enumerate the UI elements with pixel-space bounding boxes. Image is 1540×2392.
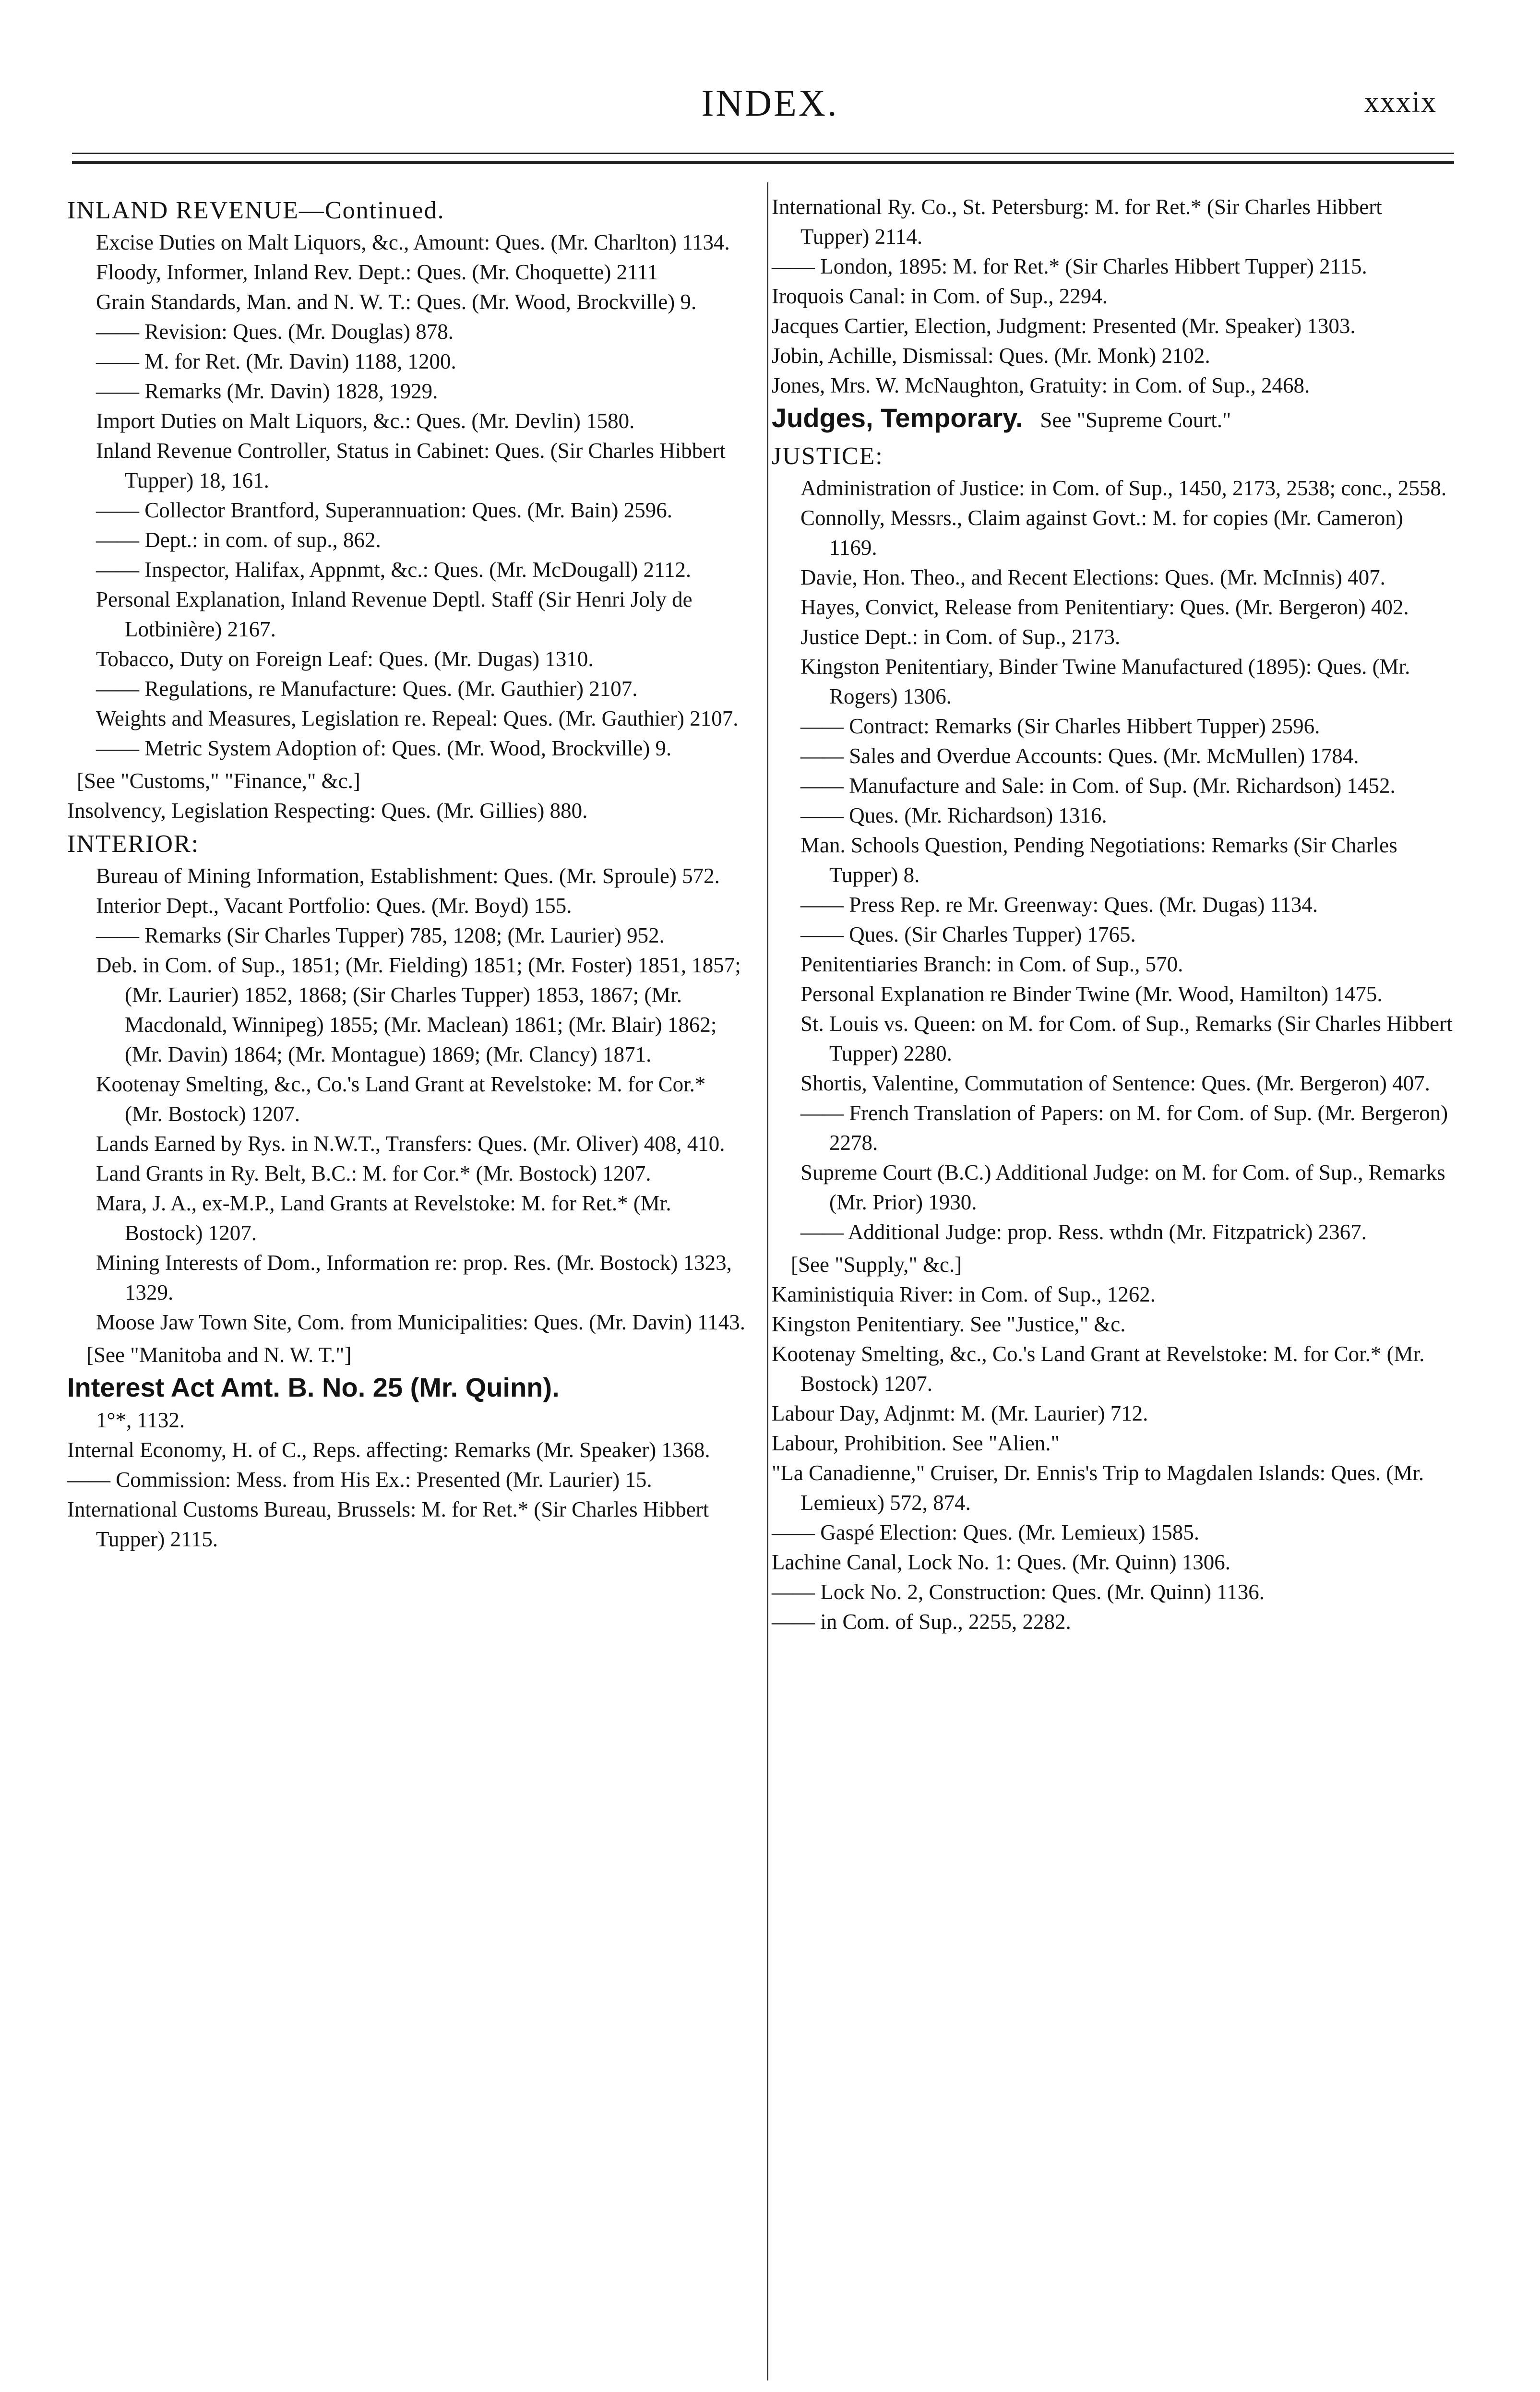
index-entry: —— M. for Ret. (Mr. Davin) 1188, 1200. [96,349,456,373]
page-number: xxxix [1364,86,1437,119]
bill-heading-interest-act: Interest Act Amt. B. No. 25 (Mr. Quinn). [67,1372,560,1402]
section-heading-interior: INTERIOR: [67,830,200,858]
see-also-reference: [See "Manitoba and N. W. T."] [86,1343,352,1367]
index-entry: —— Press Rep. re Mr. Greenway: Ques. (Mr. Dugas) 1134. [800,893,1318,917]
index-entry: Deb. in Com. of Sup., 1851; (Mr. Fielding) 1851; (Mr. Foster) 1851, 1857; (Mr. Laurier) 1852, 1868; (Sir Charles Tupper) 1853, 1867; (Mr. Macdonald, Winnipeg) 1855; (Mr. Maclean) 1861; (Mr. Blair) 1862; (Mr. Davin) 1864; (Mr. Montague) 1869; (Mr. Clancy) 1871. [96,953,741,1066]
index-entry: Iroquois Canal: in Com. of Sup., 2294. [772,284,1108,308]
index-entry: "La Canadienne," Cruiser, Dr. Ennis's Trip to Magdalen Islands: Ques. (Mr. Lemieux) 572, 874. [772,1461,1424,1515]
header-rule-thick [72,161,1454,164]
index-entry: Supreme Court (B.C.) Additional Judge: on M. for Com. of Sup., Remarks (Mr. Prior) 1930. [800,1160,1445,1214]
index-entry: Shortis, Valentine, Commutation of Sentence: Ques. (Mr. Bergeron) 407. [800,1071,1430,1095]
index-entry: —— Sales and Overdue Accounts: Ques. (Mr. McMullen) 1784. [800,744,1359,768]
see-also-reference: [See "Supply," &c.] [791,1253,962,1277]
index-entry: Hayes, Convict, Release from Penitentiary: Ques. (Mr. Bergeron) 402. [800,595,1409,619]
index-entry: —— in Com. of Sup., 2255, 2282. [772,1610,1071,1634]
header-rule-thin [72,153,1454,154]
index-entry: Lachine Canal, Lock No. 1: Ques. (Mr. Quinn) 1306. [772,1550,1231,1574]
index-entry: Kingston Penitentiary. See "Justice," &c. [772,1312,1126,1336]
right-column [772,192,1453,1637]
index-entry: —— Contract: Remarks (Sir Charles Hibbert Tupper) 2596. [800,714,1320,738]
index-entry: —— Additional Judge: prop. Ress. wthdn (Mr. Fitzpatrick) 2367. [800,1220,1367,1244]
index-entry: Land Grants in Ry. Belt, B.C.: M. for Cor.* (Mr. Bostock) 1207. [96,1161,651,1185]
index-entry: —— London, 1895: M. for Ret.* (Sir Charles Hibbert Tupper) 2115. [772,254,1367,278]
page-header [0,82,1540,134]
index-entry: —— Ques. (Sir Charles Tupper) 1765. [800,922,1136,946]
index-entry: Connolly, Messrs., Claim against Govt.: M. for copies (Mr. Cameron) 1169. [800,506,1403,560]
index-entry: Grain Standards, Man. and N. W. T.: Ques. (Mr. Wood, Brockville) 9. [96,290,697,314]
index-entry: Kingston Penitentiary, Binder Twine Manufactured (1895): Ques. (Mr. Rogers) 1306. [800,655,1410,708]
index-entry: —— Regulations, re Manufacture: Ques. (Mr. Gauthier) 2107. [96,677,638,701]
index-entry: Administration of Justice: in Com. of Sup., 1450, 2173, 2538; conc., 2558. [800,476,1447,500]
index-entry: —— Lock No. 2, Construction: Ques. (Mr. Quinn) 1136. [772,1580,1265,1604]
index-entry: Jobin, Achille, Dismissal: Ques. (Mr. Monk) 2102. [772,344,1210,368]
index-entry: Labour, Prohibition. See "Alien." [772,1431,1060,1455]
index-entry: Internal Economy, H. of C., Reps. affecting: Remarks (Mr. Speaker) 1368. [67,1438,710,1462]
index-entry-insolvency: Insolvency, Legislation Respecting: Ques. (Mr. Gillies) 880. [67,799,588,823]
section-heading-inland-revenue: INLAND REVENUE—Continued. [67,197,445,224]
index-entry: Lands Earned by Rys. in N.W.T., Transfers: Ques. (Mr. Oliver) 408, 410. [96,1132,725,1156]
index-entry: —— Metric System Adoption of: Ques. (Mr. Wood, Brockville) 9. [96,736,672,760]
index-entry: Penitentiaries Branch: in Com. of Sup., 570. [800,952,1183,976]
index-entry: International Customs Bureau, Brussels: M. for Ret.* (Sir Charles Hibbert Tupper) 2115. [67,1497,709,1551]
index-entry: Personal Explanation, Inland Revenue Deptl. Staff (Sir Henri Joly de Lotbinière) 2167. [96,587,692,641]
judges-heading-text: Judges, Temporary. [772,403,1023,433]
index-entry: Mara, J. A., ex-M.P., Land Grants at Revelstoke: M. for Ret.* (Mr. Bostock) 1207. [96,1191,671,1245]
index-entry: Jones, Mrs. W. McNaughton, Gratuity: in Com. of Sup., 2468. [772,373,1310,397]
index-entry: —— Ques. (Mr. Richardson) 1316. [800,803,1107,827]
index-entry: St. Louis vs. Queen: on M. for Com. of Sup., Remarks (Sir Charles Hibbert Tupper) 2280. [800,1012,1453,1065]
index-entry: Jacques Cartier, Election, Judgment: Presented (Mr. Speaker) 1303. [772,314,1356,338]
index-entry: —— Commission: Mess. from His Ex.: Presented (Mr. Laurier) 15. [67,1468,652,1492]
index-entry: Labour Day, Adjnmt: M. (Mr. Laurier) 712. [772,1401,1148,1425]
index-entry: Weights and Measures, Legislation re. Repeal: Ques. (Mr. Gauthier) 2107. [96,706,739,730]
index-entry: Personal Explanation re Binder Twine (Mr. Wood, Hamilton) 1475. [800,982,1383,1006]
index-entry: —— Revision: Ques. (Mr. Douglas) 878. [96,320,454,344]
index-entry: Bureau of Mining Information, Establishment: Ques. (Mr. Sproule) 572. [96,864,720,888]
see-also-reference: [See "Customs," "Finance," &c.] [77,769,360,793]
index-entry: —— Gaspé Election: Ques. (Mr. Lemieux) 1585. [772,1520,1200,1544]
index-entry: Man. Schools Question, Pending Negotiations: Remarks (Sir Charles Tupper) 8. [800,833,1397,887]
index-entry: Davie, Hon. Theo., and Recent Elections: Ques. (Mr. McInnis) 407. [800,565,1385,589]
index-entry: —— Dept.: in com. of sup., 862. [96,528,381,552]
column-divider [767,182,768,2380]
interior-entries [67,861,749,1337]
section-heading-justice: JUSTICE: [772,443,883,470]
judges-see-reference: See "Supreme Court." [1040,408,1231,432]
index-entry: —— Inspector, Halifax, Appnmt, &c.: Ques. (Mr. McDougall) 2112. [96,558,692,582]
index-entry: Excise Duties on Malt Liquors, &c., Amount: Ques. (Mr. Charlton) 1134. [96,230,730,254]
index-entry: Kootenay Smelting, &c., Co.'s Land Grant at Revelstoke: M. for Cor.* (Mr. Bostock) 1207. [96,1072,706,1126]
index-entry: —— Remarks (Sir Charles Tupper) 785, 1208; (Mr. Laurier) 952. [96,923,665,947]
page-title: INDEX. [701,82,839,124]
justice-entries [772,473,1453,1247]
index-entry: Import Duties on Malt Liquors, &c.: Ques. (Mr. Devlin) 1580. [96,409,635,433]
index-entry: Kaministiquia River: in Com. of Sup., 1262. [772,1282,1156,1306]
inland-revenue-entries [67,227,749,763]
index-entry: Kootenay Smelting, &c., Co.'s Land Grant at Revelstoke: M. for Cor.* (Mr. Bostock) 1207. [772,1342,1425,1396]
section-heading-judges-temporary [772,400,1453,438]
index-entry: Mining Interests of Dom., Information re: prop. Res. (Mr. Bostock) 1323, 1329. [96,1251,732,1304]
index-entry: Floody, Informer, Inland Rev. Dept.: Ques. (Mr. Choquette) 2111 [96,260,658,284]
index-entry: International Ry. Co., St. Petersburg: M. for Ret.* (Sir Charles Hibbert Tupper) 2114. [772,195,1382,249]
index-entry: 1°*, 1132. [96,1408,185,1432]
index-entry: —— Remarks (Mr. Davin) 1828, 1929. [96,379,438,403]
index-entry: Interior Dept., Vacant Portfolio: Ques. (Mr. Boyd) 155. [96,894,572,918]
index-entry: Inland Revenue Controller, Status in Cabinet: Ques. (Sir Charles Hibbert Tupper) 18, 161. [96,439,726,492]
index-entry: —— Collector Brantford, Superannuation: Ques. (Mr. Bain) 2596. [96,498,673,522]
index-entry: Moose Jaw Town Site, Com. from Municipalities: Ques. (Mr. Davin) 1143. [96,1310,745,1334]
index-entry: Justice Dept.: in Com. of Sup., 2173. [800,625,1121,649]
left-column [67,192,749,1554]
index-entry: Tobacco, Duty on Foreign Leaf: Ques. (Mr. Dugas) 1310. [96,647,594,671]
index-entry: —— Manufacture and Sale: in Com. of Sup. (Mr. Richardson) 1452. [800,774,1396,798]
index-entry: —— French Translation of Papers: on M. for Com. of Sup. (Mr. Bergeron) 2278. [800,1101,1448,1155]
